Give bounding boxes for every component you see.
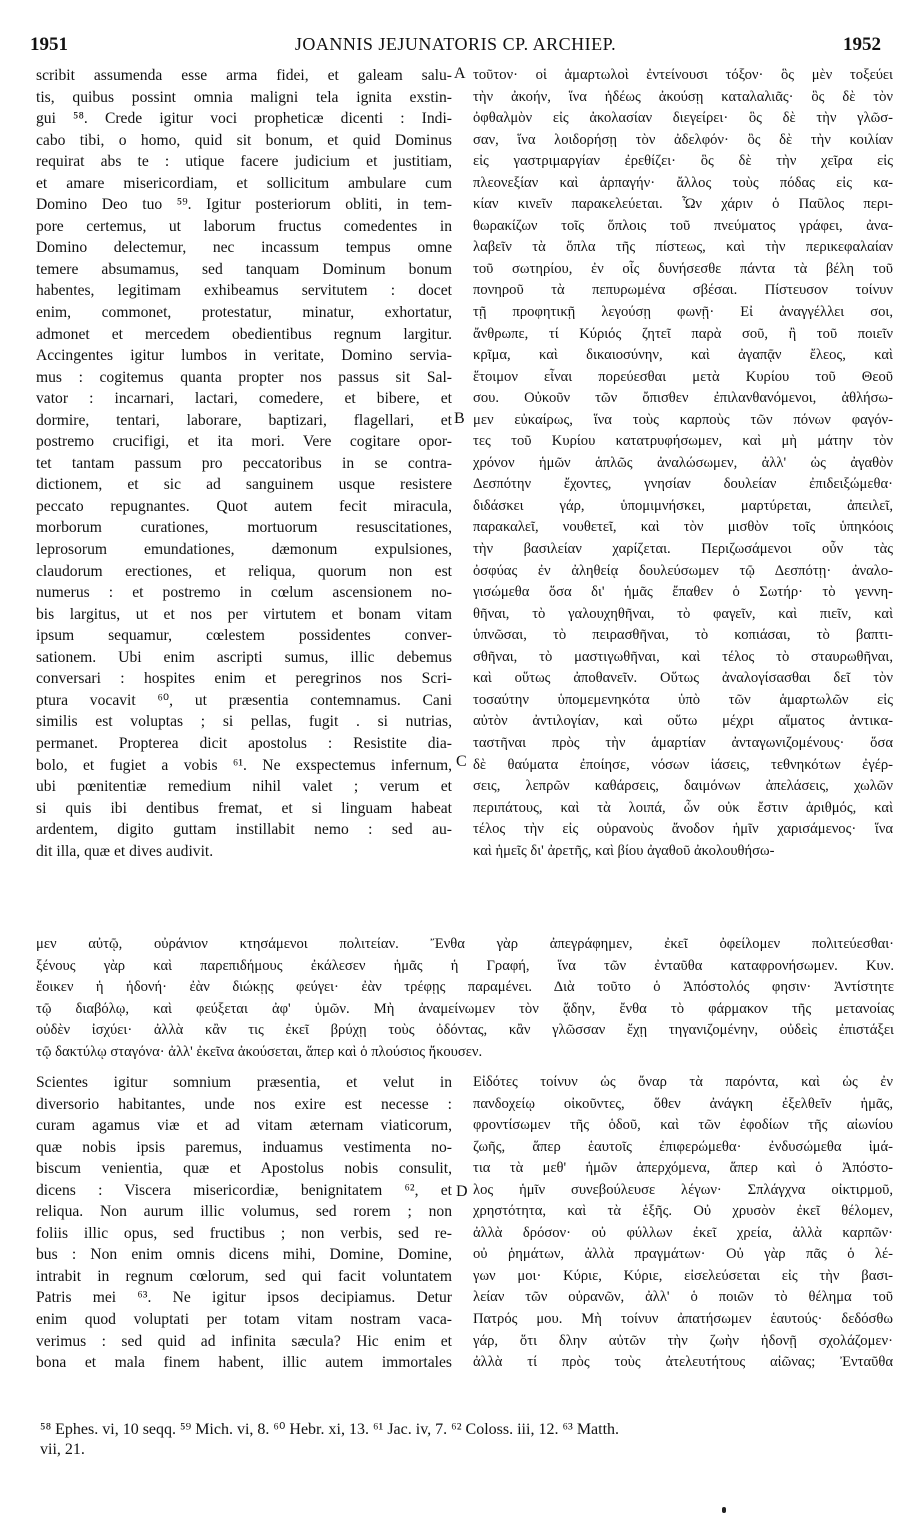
text-line: τοσαύτην ὑπομεμενηκότα ὑπὸ τῶν ἁμαρτωλῶν εἰς bbox=[473, 691, 893, 708]
running-title: JOANNIS JEJUNATORIS CP. ARCHIEP. bbox=[294, 34, 617, 54]
text-line: μεν αὐτῷ, οὐράνιον κτησάμενοι πολιτείαν. Ἔνθα γὰρ ἀπεγράφημεν, ἐκεῖ ὀφείλομεν πολιτεύεσθαι· bbox=[36, 936, 894, 952]
text-line: τια τὰ μεθ' ἡμῶν ἀπερχόμενα, ἅπερ καὶ ὁ Ἀπόστο- bbox=[473, 1160, 893, 1177]
footnote-line: ⁵⁸ Ephes. vi, 10 seqq. ⁵⁹ Mich. vi, 8. ⁶⁰ Hebr. xi, 13. ⁶¹ Jac. iv, 7. ⁶² Coloss. iii, 12. ⁶³ Matth. bbox=[40, 1421, 620, 1438]
text-line: ταστῆναι πρὸς τὴν ἁμαρτίαν ἀνταγωνιζομένους· ὅσα bbox=[473, 734, 893, 751]
left-page-number: 1951 bbox=[30, 34, 68, 55]
text-line: biscum venientia, quæ et Apostolus nobis consulit, bbox=[36, 1160, 452, 1178]
section-marker-b: B bbox=[454, 410, 465, 427]
text-line: numerus : et postremo in cœlum ascensionem no- bbox=[36, 584, 452, 602]
text-line: dormire, tentari, laborare, baptizari, flagellari, et bbox=[36, 411, 452, 429]
greek-column-bottom bbox=[473, 1072, 893, 1374]
latin-column-bottom bbox=[36, 1072, 452, 1374]
text-line: γων μοι· Κύριε, Κύριε, εἰσελεύσεται εἰς τὴν βασι- bbox=[473, 1267, 893, 1284]
text-line: ipsum sequamur, cœlestem possidentes conver- bbox=[36, 627, 452, 645]
text-line: σθῆναι, τὸ μαστιγωθῆναι, καὶ τέλος τὸ σταυρωθῆναι, bbox=[473, 648, 893, 665]
text-line: αὐτὸν ἀντιλογίαν, καὶ οὕτω μέχρι αἵματος ἀντικα- bbox=[473, 713, 893, 730]
text-line: ζωῆς, ἅπερ ἑαυτοῖς ἐπιφερώμεθα· ἐνδυσώμεθα ἱμά- bbox=[473, 1138, 893, 1155]
text-line: Accingentes igitur lumbos in veritate, Domino servia- bbox=[36, 347, 452, 365]
text-line: bis largitus, ut et nos per virtutem et bonam vitam bbox=[36, 605, 452, 623]
text-line: σεις, λεπρῶν καθάρσεις, δαιμόνων ἀπελάσεις, χωλῶν bbox=[473, 778, 893, 795]
text-line: χρηστότητα, καὶ τὰ ἑξῆς. Οὐ χρυσὸν ἐκεῖ θέλομεν, bbox=[473, 1203, 893, 1220]
text-line: δὲ θαύματα ἐποίησε, νόσων ἰάσεις, τεθνηκότων ἐγέρ- bbox=[473, 756, 893, 773]
text-line: φροντίσωμεν τῆς ὁδοῦ, καὶ τῶν ἐφοδίων τῆς αἰωνίου bbox=[473, 1117, 893, 1134]
text-line: leprosorum emundationes, dæmonum expulsiones, bbox=[36, 541, 452, 559]
text-line: Patris mei ⁶³. Ne igitur ipsos decipiamus. Detur bbox=[36, 1289, 452, 1307]
text-line: ἀλλὰ δρόσον· οὐ φύλλων ἐκεῖ χρεία, ἀλλὰ καρπῶν· bbox=[473, 1224, 893, 1241]
text-line: τῷ διαβόλῳ, καὶ φεύξεται ἀφ' ὑμῶν. Μὴ ἀναμείνωμεν τὸν ᾅδην, ἔνθα τὸ φάρμακον τῆς μετανοίας bbox=[36, 1000, 894, 1017]
text-line: σου. Οὐκοῦν τῶν ὄπισθεν ἐπιλανθανόμενοι, ἀθλήσω- bbox=[473, 390, 893, 407]
text-line: tet tantam passum pro peccatoribus in se contra- bbox=[36, 454, 452, 472]
text-line: dit illa, quæ et dives audivit. bbox=[36, 842, 214, 860]
text-line: ἀλλὰ τί πρὸς τοὺς ἀτελευτήτους αἰῶνας; Ἐνταῦθα bbox=[473, 1354, 893, 1371]
text-line: dictionem, et sic ad sanguinem usque resistere bbox=[36, 476, 452, 494]
text-line: pore certemus, ut laborum fructus comedentes in bbox=[36, 217, 452, 235]
text-line: dicens : Viscera misericordiæ, benignitatem ⁶², et bbox=[36, 1181, 452, 1199]
text-line: temere absumamus, sed tanquam Dominum bonum bbox=[36, 260, 452, 278]
text-line: διδάσκει γάρ, ὑπομιμνήσκει, μαρτύρεται, ἀπειλεῖ, bbox=[473, 497, 893, 514]
text-line: requirat abs te : utique facere judicium et justitiam, bbox=[36, 153, 452, 171]
text-line: similis est voluptas ; si pellas, fugit . si nutrias, bbox=[36, 713, 452, 731]
text-line: habentes, legitimam exhibeamus servitutem : docet bbox=[36, 282, 452, 300]
text-line: γισώμεθα ὅσα δι' ἡμᾶς ἔπαθεν ὁ Σωτήρ· τὸ γεννη- bbox=[473, 584, 893, 601]
text-line: enim, commonet, protestatur, minatur, exhortatur, bbox=[36, 304, 452, 322]
text-line: peccato repugnantes. Quot autem fecit miracula, bbox=[36, 497, 452, 515]
text-line: γάρ, ὅτι δλην αὐτῶν τὴν ζωὴν ἡδονῇ σχολάζομεν· bbox=[473, 1332, 893, 1349]
text-line: ὀφθαλμὸν εἰς ἀκολασίαν διεγείρει· ὃς δὲ τὴν γλῶσ- bbox=[473, 110, 893, 127]
text-line: mus : cogitemus quanta propter nos passus sit Sal- bbox=[36, 368, 452, 386]
text-line: καὶ οὕτως ἀποθανεῖν. Οὕτως ἀναλογίσασθαι δεῖ τὸν bbox=[473, 670, 893, 687]
text-line: πονηροῦ τὰ πεπυρωμένα σβέσαι. Πίστευσον τοίνυν bbox=[473, 282, 893, 299]
text-line: Scientes igitur somnium præsentia, et velut in bbox=[36, 1074, 452, 1091]
text-line: οὐ ῥημάτων, ἀλλὰ πραγμάτων· Οὐ γὰρ πᾶς ὁ λέ- bbox=[473, 1246, 893, 1263]
text-line: τοῦτον· οἱ ἁμαρτωλοὶ ἐντείνουσι τόξον· ὃς μὲν τοξεύει bbox=[473, 67, 893, 83]
text-line: κίαν κινεῖν παρακελεύεται. Ὧν χάριν ὁ Παῦλος περι- bbox=[473, 196, 893, 213]
ink-mark bbox=[722, 1507, 726, 1513]
text-line: τες τοῦ Κυρίου κατατρυφήσωμεν, καὶ μὴ μάτην τὸν bbox=[473, 433, 893, 450]
text-line: morborum curationes, mortuorum resuscitationes, bbox=[36, 519, 452, 537]
text-line: οὐδὲν ἰσχύει· ἀλλὰ κἂν τις ἐκεῖ βρύχῃ τοὺς ὀδόντας, κἂν γλῶσσαν ἔχῃ τηγανιζομένην, οὐδεὶς ἐπιστάξει bbox=[36, 1022, 894, 1039]
section-marker-c: C bbox=[456, 753, 467, 770]
text-line: ubi pœnitentiæ remedium nihil valet ; verum et bbox=[36, 778, 452, 796]
text-line: curam agamus viæ et ad vitam æternam viaticorum, bbox=[36, 1117, 452, 1135]
text-line: θωρακίζων τοῖς ὅπλοις τοῦ πνεύματος γράφει, ἀνα- bbox=[473, 217, 893, 234]
text-line: Domino Deo tuo ⁵⁹. Igitur posteriorum obliti, in tem- bbox=[36, 196, 452, 214]
text-line: ὀσφύας ἐν ἀληθείᾳ δουλεύσωμεν τῷ Δεσπότῃ· ἀναλο- bbox=[473, 562, 893, 579]
text-line: bolo, et fugiet a vobis ⁶¹. Ne exspectemus infernum, bbox=[36, 756, 452, 774]
right-page-number: 1952 bbox=[843, 34, 881, 55]
text-line: intrabit in regnum cœlorum, sed qui facit voluntatem bbox=[36, 1267, 452, 1285]
greek-column-top bbox=[473, 65, 893, 862]
text-line: τοῦ σωτηρίου, ἐν οἷς δυνήσεσθε πάντα τὰ βέλη τοῦ bbox=[473, 260, 893, 277]
text-line: λείαν τῶν οὐρανῶν, ἀλλ' ὁ ποιῶν τὸ θέλημα τοῦ bbox=[473, 1289, 893, 1306]
text-line: ξένους γὰρ καὶ παρεπιδήμους ἐκάλεσεν ἡμᾶς ἡ Γραφή, ἵνα τῶν ἐνταῦθα καταφρονήσωμεν. Κυν. bbox=[36, 957, 894, 974]
text-line: εἰς γαστριμαργίαν ἐρεθίζει· ὃς δὲ τὴν χεῖρα εἰς bbox=[473, 153, 893, 170]
footnote-line: vii, 21. bbox=[40, 1441, 85, 1458]
text-line: σαν, ἵνα λοιδορήσῃ τὸν ἀδελφόν· ὃς δὲ τὴν κοιλίαν bbox=[473, 131, 893, 148]
text-line: reliqua. Non aurum illic volumus, sed rorem ; non bbox=[36, 1203, 452, 1221]
text-line: foliis illic opus, sed fructibus ; non verbis, sed re- bbox=[36, 1224, 452, 1242]
text-line: πανδοχείῳ οἰκοῦντες, ὅθεν ἀνάγκη ἐξελθεῖν ἡμᾶς, bbox=[473, 1095, 893, 1112]
footnotes bbox=[40, 1420, 895, 1460]
text-line: καὶ ἡμεῖς δι' ἀρετῆς, καὶ βίου ἀγαθοῦ ἀκολουθήσω- bbox=[473, 842, 775, 859]
text-line: gui ⁵⁸. Crede igitur voci propheticæ dicenti : Indi- bbox=[36, 110, 452, 128]
text-line: sationem. Ubi enim ascripti sumus, illic debemus bbox=[36, 648, 452, 666]
text-line: Domino delectemur, nec incassum tempus omne bbox=[36, 239, 452, 257]
section-marker-d: D bbox=[456, 1183, 468, 1200]
text-line: admonet et mercedem obedientibus regnum largitur. bbox=[36, 325, 452, 343]
text-line: claudorum erectiones, et reliqua, quorum non est bbox=[36, 562, 452, 580]
text-line: tis, quibus possint omnia maligni tela ignita exstin- bbox=[36, 88, 452, 106]
text-line: bona et mala finem habent, illic autem immortales bbox=[36, 1354, 452, 1372]
text-line: ardentem, digito guttam instillabit nemo : sed au- bbox=[36, 821, 452, 839]
text-line: postremo crucifigi, et ita mori. Vere cogitare opor- bbox=[36, 433, 452, 451]
text-line: enim quod voluptati per totam vitam nostram vaca- bbox=[36, 1311, 452, 1329]
latin-column-top bbox=[36, 65, 452, 862]
text-line: verimus : sed quid ad infinita sæcula? Hic enim et bbox=[36, 1332, 452, 1350]
text-line: παρακαλεῖ, νουθετεῖ, καὶ τὸν μισθὸν τοῖς ὑπηκόοις bbox=[473, 519, 893, 536]
text-line: ἕτοιμον εἶναι πορεύεσθαι μετὰ Κυρίου τοῦ Θεοῦ bbox=[473, 368, 893, 385]
text-line: Πατρός μου. Μὴ τοίνυν ἀπατήσωμεν ἑαυτούς· δεδόσθω bbox=[473, 1311, 893, 1328]
text-line: quæ nobis ipsis paremus, induamus vestimenta no- bbox=[36, 1138, 452, 1156]
text-line: θῆναι, τὸ γαλουχηθῆναι, τὸ φαγεῖν, καὶ πιεῖν, καὶ bbox=[473, 605, 893, 622]
text-line: cabo tibi, o homo, quid sit bonum, et quid Dominus bbox=[36, 131, 452, 149]
text-line: bus : Non enim omnis dicens mihi, Domine, Domine, bbox=[36, 1246, 452, 1264]
text-line: μεν εὐκαίρως, ἵνα τοὺς καρποὺς τῶν πόνων φαγόν- bbox=[473, 411, 893, 428]
text-line: conversari : hospites enim et peregrinos nos Scri- bbox=[36, 670, 452, 688]
text-line: Εἰδότες τοίνυν ὡς ὄναρ τὰ παρόντα, καὶ ὡς ἐν bbox=[473, 1074, 893, 1090]
text-line: ἔοικεν ἡ ἡδονή· ἐὰν διώκῃς φεύγει· ἐὰν τρέφῃς παραμένει. Διὰ τοῦτο ὁ Ἀπόστολός φησιν· Ἀντίστητε bbox=[36, 979, 894, 996]
text-line: et amare misericordiam, et sollicitum ambulare cum bbox=[36, 174, 452, 192]
text-line: περιπάτους, καὶ τὰ λοιπά, ὧν οὐκ ἔστιν ἀριθμός, καὶ bbox=[473, 799, 893, 816]
greek-full-width-paragraph bbox=[36, 934, 894, 1064]
text-line: scribit assumenda esse arma fidei, et galeam salu- bbox=[36, 67, 452, 84]
text-line: τῷ δακτύλῳ σταγόνα· ἀλλ' ἐκεῖνα ἀκούσεται, ἅπερ καὶ ὁ πλούσιος ἤκουσεν. bbox=[36, 1043, 483, 1060]
text-line: diversorio habitantes, unde nos exire est necesse : bbox=[36, 1095, 452, 1113]
text-line: permanet. Propterea dicit apostolus : Resistite dia- bbox=[36, 734, 452, 752]
text-line: τέλος τὴν εἰς οὐρανοὺς ἄνοδον ἡμῖν χαρισάμενος· ἵνα bbox=[473, 821, 893, 838]
text-line: κρῖμα, καὶ δικαιοσύνην, καὶ ἀγαπᾷν ἔλεος, καὶ bbox=[473, 347, 893, 364]
text-line: ptura vocavit ⁶⁰, ut præsentia contemnamus. Cani bbox=[36, 691, 452, 709]
text-line: λος ἡμῖν συνεβούλευσε λέγων· Σπλάγχνα οἰκτιρμοῦ, bbox=[473, 1181, 893, 1198]
text-line: si quis ibi dentibus fremat, et si linguam habeat bbox=[36, 799, 452, 817]
text-line: τὴν ἀκοήν, ἵνα ἡδέως ἀκούσῃ καταλαλιᾶς· ὃς δὲ τὸν bbox=[473, 88, 893, 105]
section-marker-a: A bbox=[454, 65, 466, 82]
text-line: τῇ προφητικῇ λεγούσῃ φωνῇ· Εἰ ἀναγγέλλει σοι, bbox=[473, 304, 893, 321]
text-line: ὑπνῶσαι, τὸ πειρασθῆναι, τὸ κοπιάσαι, τὸ βαπτι- bbox=[473, 627, 893, 644]
page-header bbox=[30, 34, 881, 60]
text-line: χρόνον ἡμῶν ἁπλῶς ἀναλώσωμεν, ἀλλ' ὡς ἀγαθὸν bbox=[473, 454, 893, 471]
text-line: ἄνθρωπε, τί Κύριός ζητεῖ παρὰ σοῦ, ἢ τοῦ ποιεῖν bbox=[473, 325, 893, 342]
text-line: Δεσπότην ἔχοντες, γνησίαν δουλείαν ἐπιδειξώμεθα· bbox=[473, 476, 893, 493]
text-line: πλεονεξίαν καὶ ἁρπαγήν· ἄλλος τοὺς πόδας εἰς κα- bbox=[473, 174, 893, 191]
text-line: τὴν βασιλείαν χαρίζεται. Περιζωσάμενοι οὖν τὰς bbox=[473, 541, 893, 558]
text-line: λαβεῖν τὰ ὅπλα τῆς πίστεως, καὶ τὴν περικεφαλαίαν bbox=[473, 239, 893, 256]
text-line: vator : incarnari, lactari, comedere, et bibere, et bbox=[36, 390, 452, 408]
